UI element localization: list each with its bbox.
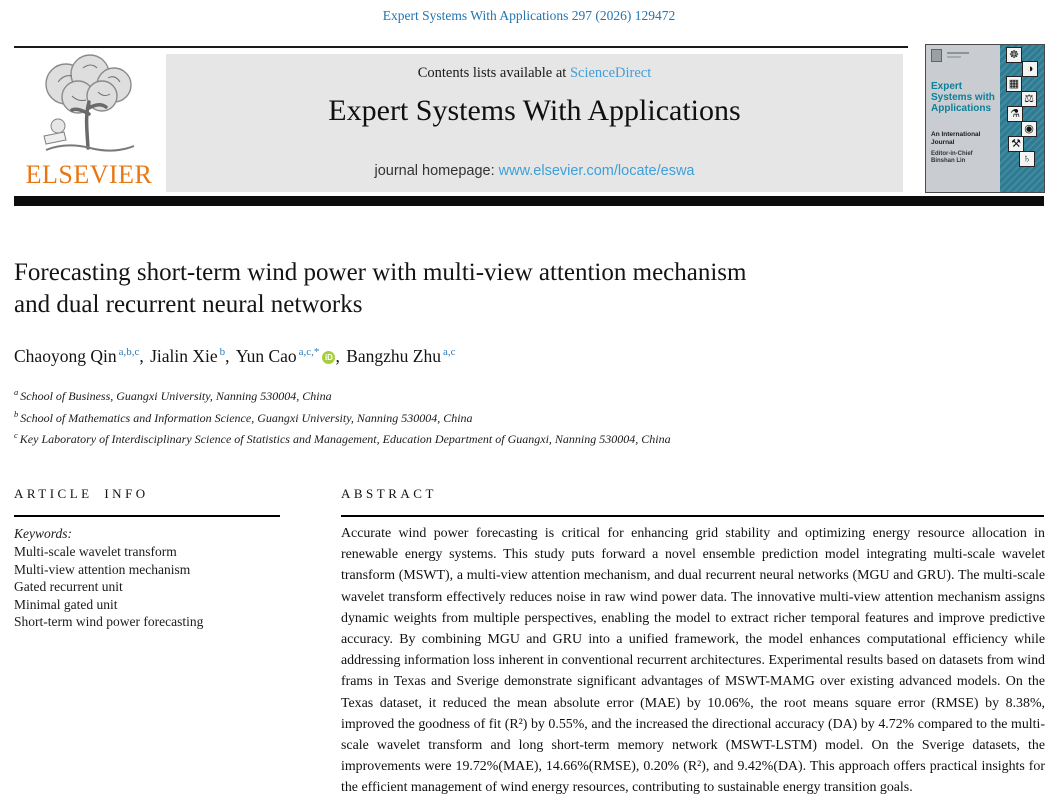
- cover-subtitle: An International Journal: [931, 131, 981, 146]
- orcid-icon[interactable]: iD: [322, 351, 335, 364]
- keyword-item: Minimal gated unit: [14, 596, 118, 612]
- cover-issn-mark-2: [947, 56, 961, 58]
- affiliation-text: Key Laboratory of Interdisciplinary Science of Statistics and Management, Education Department of Guangxi, Nanning 530004, China: [19, 432, 671, 446]
- author-name: Jialin Xie: [150, 346, 218, 366]
- journal-citation-link[interactable]: Expert Systems With Applications 297 (2026) 129472: [382, 8, 676, 23]
- keywords-block: [14, 525, 314, 631]
- affiliation-list: [14, 384, 671, 449]
- author-name: Bangzhu Zhu: [346, 346, 441, 366]
- article-title: [14, 257, 974, 320]
- affiliation-row: [14, 384, 671, 406]
- header-top-rule: [14, 46, 908, 48]
- contents-line: [166, 65, 903, 82]
- author-list: [14, 346, 455, 367]
- scales-icon: ⚖: [1021, 91, 1037, 107]
- author-separator: ,: [139, 346, 149, 366]
- author-name: Yun Cao: [235, 346, 297, 366]
- drill-icon: ♄: [1019, 151, 1035, 167]
- abstract-rule: [341, 515, 1044, 517]
- affiliation-marker: b: [14, 408, 19, 419]
- microscope-icon: ⚗: [1007, 106, 1023, 122]
- moon-icon: ◑: [1022, 61, 1038, 77]
- keyword-item: Multi-view attention mechanism: [14, 561, 191, 577]
- keyword-item: Gated recurrent unit: [14, 579, 123, 595]
- homepage-prefix: journal homepage:: [374, 163, 499, 179]
- elsevier-logo[interactable]: [14, 52, 164, 192]
- author-separator: ,: [335, 346, 345, 366]
- cover-mini-logo: [931, 49, 942, 62]
- homepage-url-link[interactable]: www.elsevier.com/locate/eswa: [498, 163, 695, 179]
- article-title-line1: Forecasting short-term wind power with multi-view attention mechanism: [14, 259, 747, 286]
- keywords-label: Keywords:: [14, 526, 72, 541]
- journal-cover-thumbnail: [925, 44, 1045, 193]
- contents-prefix: Contents lists available at: [417, 65, 570, 81]
- article-info-heading: ARTICLE INFO: [14, 486, 149, 501]
- author-affil-sup[interactable]: a,b,c: [118, 346, 140, 359]
- sciencedirect-link[interactable]: ScienceDirect: [569, 65, 652, 81]
- header-divider-bar: [14, 196, 1044, 206]
- affiliation-text: School of Business, Guangxi University, Nanning 530004, China: [20, 389, 332, 403]
- cover-issn-mark: [947, 52, 969, 54]
- author-name: Chaoyong Qin: [14, 346, 117, 366]
- author-affil-sup[interactable]: a,c: [442, 346, 456, 359]
- author-affil-sup[interactable]: a,c,*: [298, 346, 320, 359]
- tools-icon: ⚒: [1008, 136, 1024, 152]
- affiliation-marker: c: [14, 430, 18, 440]
- affiliation-text: School of Mathematics and Information Science, Guangxi University, Nanning 530004, China: [20, 410, 473, 425]
- author-separator: ,: [225, 346, 234, 366]
- abstract-heading: ABSTRACT: [341, 486, 437, 501]
- homepage-line: [166, 163, 903, 179]
- article-info-rule: [14, 515, 280, 517]
- cover-editor-name: Binshan Lin: [931, 158, 966, 164]
- affiliation-row: [14, 427, 671, 449]
- abstract-text: Accurate wind power forecasting is critical for enhancing grid stability and optimizing energy resource allocation in renewable energy systems. This study puts forward a novel ensemble prediction model integrating multi-scale wavelet transform (MSWT), a multi-view attention mechanism, and dual recurrent neural networks (MGU and GRU). The multi-scale wavelet transform effectively reduces noise in raw wind power data. The innovative multi-view attention mechanism assigns dynamic weights from multiple perspectives, enabling the model to extract richer temporal features and improve predictive accuracy. By combining MGU and GRU into a unified framework, the model enhances computational efficiency while addressing information loss inherent in conventional recurrent architectures. Experimental results based on datasets from wind frams in Texas and Sverige demonstrate significant advantages of MSWT-MAMG over existing advanced models. On the Texas dataset, it reduced the mean absolute error (MAE) by 10.06%, the root means square error (RMSE) by 8.38%, improved the goodness of fit (R²) by 0.55%, and the increased the directional accuracy (DA) by 4.72% compared to the multi-scale wavelet transform and long short-term memory network (MSWT-LSTM) model. On the Sverige datasets, the improvements were 19.72%(MAE), 14.66%(RMSE), 0.20% (R²), and 9.42%(DA). This approach offers practical insights for the efficient management of wind energy resources, contributing to sustainable energy transition goals.: [341, 526, 1045, 796]
- cover-editor-label: Editor-in-Chief: [931, 151, 973, 157]
- keyword-item: Multi-scale wavelet transform: [14, 544, 177, 559]
- bar-chart-icon: ▦: [1006, 76, 1022, 92]
- article-title-line2: and dual recurrent neural networks: [14, 290, 363, 318]
- cover-journal-title: Expert Systems with Applications: [931, 81, 995, 114]
- keyword-item: Short-term wind power forecasting: [14, 614, 204, 630]
- journal-header-banner: [166, 54, 903, 192]
- affiliation-marker: a: [14, 387, 19, 397]
- author-affil-sup[interactable]: b: [219, 346, 226, 359]
- eye-icon: ◉: [1021, 121, 1037, 137]
- wheel-icon: ☸: [1006, 47, 1022, 63]
- journal-title: Expert Systems With Applications: [328, 94, 741, 127]
- affiliation-row: [14, 406, 671, 428]
- elsevier-wordmark: ELSEVIER: [25, 160, 153, 189]
- elsevier-tree-icon: [28, 52, 150, 160]
